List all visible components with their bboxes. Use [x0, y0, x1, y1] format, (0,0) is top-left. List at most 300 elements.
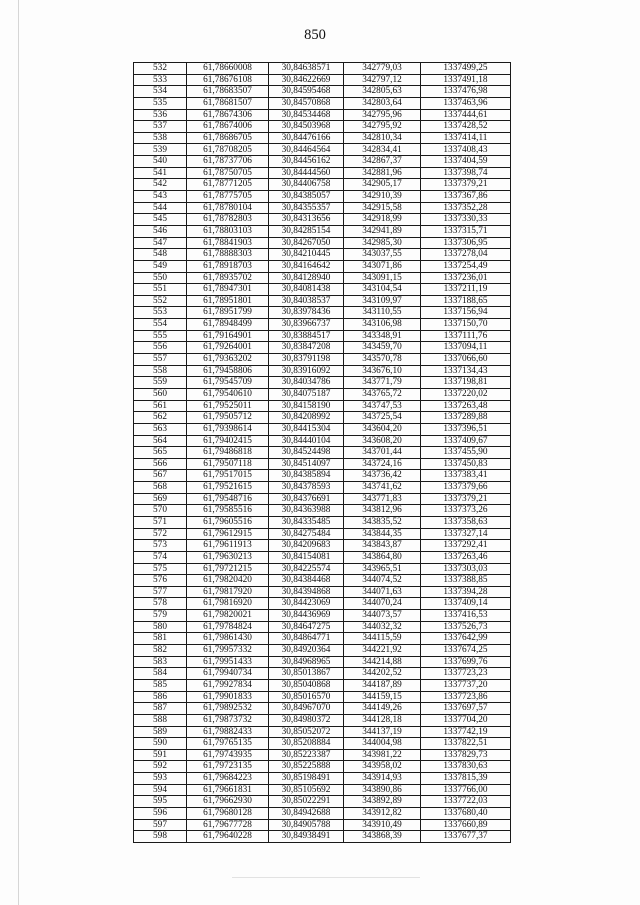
cell-y-coordinate: 1337450,83: [421, 458, 511, 470]
cell-point-number: 596: [134, 808, 187, 820]
cell-y-coordinate: 1337722,03: [421, 796, 511, 808]
cell-y-coordinate: 1337292,41: [421, 540, 511, 552]
table-row: [134, 435, 511, 447]
cell-x-coordinate: 343812,96: [344, 505, 421, 517]
cell-y-coordinate: 1337278,04: [421, 249, 511, 261]
cell-latitude: 61,79521615: [187, 482, 269, 494]
cell-y-coordinate: 1337236,01: [421, 272, 511, 284]
cell-x-coordinate: 343844,35: [344, 528, 421, 540]
cell-latitude: 61,79892532: [187, 703, 269, 715]
table-row: [134, 703, 511, 715]
cell-x-coordinate: 344073,57: [344, 610, 421, 622]
cell-point-number: 575: [134, 563, 187, 575]
cell-longitude: 30,84415304: [269, 423, 344, 435]
table-row: [134, 365, 511, 377]
cell-x-coordinate: 344214,88: [344, 656, 421, 668]
cell-y-coordinate: 1337396,51: [421, 423, 511, 435]
cell-x-coordinate: 343725,54: [344, 412, 421, 424]
cell-longitude: 30,84128940: [269, 272, 344, 284]
cell-x-coordinate: 343864,80: [344, 551, 421, 563]
cell-x-coordinate: 343958,02: [344, 761, 421, 773]
cell-point-number: 544: [134, 202, 187, 214]
cell-x-coordinate: 342918,99: [344, 214, 421, 226]
cell-point-number: 577: [134, 586, 187, 598]
cell-latitude: 61,79507118: [187, 458, 269, 470]
cell-point-number: 557: [134, 354, 187, 366]
cell-x-coordinate: 342795,96: [344, 109, 421, 121]
cell-point-number: 583: [134, 656, 187, 668]
cell-longitude: 30,84967070: [269, 703, 344, 715]
table-row: [134, 784, 511, 796]
cell-longitude: 30,84376691: [269, 493, 344, 505]
cell-longitude: 30,85052072: [269, 726, 344, 738]
cell-latitude: 61,78676108: [187, 74, 269, 86]
table-row: [134, 458, 511, 470]
cell-longitude: 30,84384468: [269, 575, 344, 587]
cell-point-number: 554: [134, 319, 187, 331]
table-row: [134, 726, 511, 738]
cell-latitude: 61,79820021: [187, 610, 269, 622]
cell-longitude: 30,84503968: [269, 121, 344, 133]
cell-longitude: 30,85198491: [269, 773, 344, 785]
cell-latitude: 61,79525011: [187, 400, 269, 412]
cell-latitude: 61,79548716: [187, 493, 269, 505]
cell-point-number: 558: [134, 365, 187, 377]
cell-y-coordinate: 1337134,43: [421, 365, 511, 377]
cell-y-coordinate: 1337289,88: [421, 412, 511, 424]
cell-y-coordinate: 1337444,61: [421, 109, 511, 121]
cell-point-number: 534: [134, 86, 187, 98]
cell-y-coordinate: 1337394,28: [421, 586, 511, 598]
cell-x-coordinate: 343868,39: [344, 831, 421, 843]
cell-latitude: 61,78782803: [187, 214, 269, 226]
table-row: [134, 354, 511, 366]
cell-x-coordinate: 343091,15: [344, 272, 421, 284]
cell-longitude: 30,84534468: [269, 109, 344, 121]
table-row: [134, 551, 511, 563]
cell-x-coordinate: 344137,19: [344, 726, 421, 738]
cell-latitude: 61,79611913: [187, 540, 269, 552]
table-row: [134, 749, 511, 761]
table-row: [134, 167, 511, 179]
cell-latitude: 61,78708205: [187, 144, 269, 156]
cell-y-coordinate: 1337815,39: [421, 773, 511, 785]
cell-x-coordinate: 343765,72: [344, 388, 421, 400]
cell-y-coordinate: 1337150,70: [421, 319, 511, 331]
cell-y-coordinate: 1337211,19: [421, 284, 511, 296]
cell-latitude: 61,79517015: [187, 470, 269, 482]
cell-y-coordinate: 1337704,20: [421, 714, 511, 726]
cell-latitude: 61,79605516: [187, 516, 269, 528]
cell-x-coordinate: 342915,58: [344, 202, 421, 214]
cell-longitude: 30,84464564: [269, 144, 344, 156]
cell-latitude: 61,78947301: [187, 284, 269, 296]
table-row: [134, 493, 511, 505]
cell-longitude: 30,84034786: [269, 377, 344, 389]
cell-y-coordinate: 1337358,63: [421, 516, 511, 528]
cell-x-coordinate: 342910,39: [344, 191, 421, 203]
cell-y-coordinate: 1337066,60: [421, 354, 511, 366]
cell-latitude: 61,78674306: [187, 109, 269, 121]
cell-y-coordinate: 1337766,00: [421, 784, 511, 796]
cell-point-number: 540: [134, 156, 187, 168]
cell-latitude: 61,79723135: [187, 761, 269, 773]
cell-longitude: 30,84313656: [269, 214, 344, 226]
cell-longitude: 30,83978436: [269, 307, 344, 319]
table-row: [134, 482, 511, 494]
cell-y-coordinate: 1337327,14: [421, 528, 511, 540]
cell-x-coordinate: 344128,18: [344, 714, 421, 726]
cell-longitude: 30,84363988: [269, 505, 344, 517]
cell-x-coordinate: 343110,55: [344, 307, 421, 319]
cell-latitude: 61,79677728: [187, 819, 269, 831]
cell-point-number: 586: [134, 691, 187, 703]
cell-latitude: 61,79927834: [187, 679, 269, 691]
cell-y-coordinate: 1337737,20: [421, 679, 511, 691]
cell-x-coordinate: 343570,78: [344, 354, 421, 366]
cell-x-coordinate: 343771,79: [344, 377, 421, 389]
cell-point-number: 535: [134, 97, 187, 109]
cell-y-coordinate: 1337352,28: [421, 202, 511, 214]
cell-longitude: 30,84524498: [269, 447, 344, 459]
cell-x-coordinate: 343459,70: [344, 342, 421, 354]
table-row: [134, 621, 511, 633]
cell-x-coordinate: 342881,96: [344, 167, 421, 179]
cell-longitude: 30,84164642: [269, 260, 344, 272]
cell-y-coordinate: 1337367,86: [421, 191, 511, 203]
table-row: [134, 633, 511, 645]
cell-point-number: 563: [134, 423, 187, 435]
cell-longitude: 30,84570868: [269, 97, 344, 109]
table-row: [134, 656, 511, 668]
cell-latitude: 61,79817920: [187, 586, 269, 598]
table-row: [134, 598, 511, 610]
cell-x-coordinate: 343747,53: [344, 400, 421, 412]
cell-y-coordinate: 1337188,65: [421, 295, 511, 307]
table-row: [134, 342, 511, 354]
cell-latitude: 61,79363202: [187, 354, 269, 366]
cell-longitude: 30,85208884: [269, 738, 344, 750]
cell-x-coordinate: 343109,97: [344, 295, 421, 307]
cell-longitude: 30,84406758: [269, 179, 344, 191]
cell-latitude: 61,79940734: [187, 668, 269, 680]
cell-longitude: 30,84081438: [269, 284, 344, 296]
cell-point-number: 547: [134, 237, 187, 249]
cell-x-coordinate: 343701,44: [344, 447, 421, 459]
cell-longitude: 30,84476166: [269, 132, 344, 144]
cell-point-number: 548: [134, 249, 187, 261]
cell-x-coordinate: 342805,63: [344, 86, 421, 98]
cell-longitude: 30,84622669: [269, 74, 344, 86]
table-row: [134, 144, 511, 156]
cell-longitude: 30,85223387: [269, 749, 344, 761]
cell-x-coordinate: 344202,52: [344, 668, 421, 680]
cell-longitude: 30,84154081: [269, 551, 344, 563]
table-row: [134, 249, 511, 261]
cell-longitude: 30,85016570: [269, 691, 344, 703]
cell-latitude: 61,79784824: [187, 621, 269, 633]
table-row: [134, 808, 511, 820]
cell-point-number: 579: [134, 610, 187, 622]
table-row: [134, 225, 511, 237]
cell-point-number: 574: [134, 551, 187, 563]
table-row: [134, 575, 511, 587]
cell-x-coordinate: 342941,89: [344, 225, 421, 237]
cell-latitude: 61,79640228: [187, 831, 269, 843]
cell-point-number: 587: [134, 703, 187, 715]
cell-point-number: 597: [134, 819, 187, 831]
cell-y-coordinate: 1337680,40: [421, 808, 511, 820]
cell-longitude: 30,85040868: [269, 679, 344, 691]
cell-latitude: 61,78803103: [187, 225, 269, 237]
cell-x-coordinate: 343914,93: [344, 773, 421, 785]
cell-longitude: 30,84394868: [269, 586, 344, 598]
cell-longitude: 30,84225574: [269, 563, 344, 575]
cell-longitude: 30,84595468: [269, 86, 344, 98]
cell-latitude: 61,79816920: [187, 598, 269, 610]
cell-longitude: 30,84335485: [269, 516, 344, 528]
cell-point-number: 541: [134, 167, 187, 179]
cell-longitude: 30,85013867: [269, 668, 344, 680]
cell-x-coordinate: 343890,86: [344, 784, 421, 796]
cell-longitude: 30,83966737: [269, 319, 344, 331]
cell-latitude: 61,78750705: [187, 167, 269, 179]
cell-latitude: 61,78951799: [187, 307, 269, 319]
table-row: [134, 109, 511, 121]
cell-y-coordinate: 1337829,73: [421, 749, 511, 761]
table-row: [134, 330, 511, 342]
cell-latitude: 61,79486818: [187, 447, 269, 459]
cell-y-coordinate: 1337379,66: [421, 482, 511, 494]
cell-longitude: 30,83847208: [269, 342, 344, 354]
table-row: [134, 505, 511, 517]
scan-bottom-line: [232, 877, 420, 878]
cell-point-number: 589: [134, 726, 187, 738]
cell-point-number: 565: [134, 447, 187, 459]
cell-x-coordinate: 342985,30: [344, 237, 421, 249]
cell-point-number: 567: [134, 470, 187, 482]
table-row: [134, 540, 511, 552]
cell-point-number: 585: [134, 679, 187, 691]
table-row: [134, 272, 511, 284]
cell-point-number: 539: [134, 144, 187, 156]
cell-point-number: 555: [134, 330, 187, 342]
cell-point-number: 560: [134, 388, 187, 400]
cell-point-number: 582: [134, 645, 187, 657]
cell-longitude: 30,84942688: [269, 808, 344, 820]
cell-latitude: 61,78935702: [187, 272, 269, 284]
cell-latitude: 61,79612915: [187, 528, 269, 540]
cell-x-coordinate: 343910,49: [344, 819, 421, 831]
cell-point-number: 564: [134, 435, 187, 447]
cell-y-coordinate: 1337677,37: [421, 831, 511, 843]
cell-latitude: 61,79505712: [187, 412, 269, 424]
cell-y-coordinate: 1337254,49: [421, 260, 511, 272]
cell-latitude: 61,79402415: [187, 435, 269, 447]
cell-longitude: 30,84158190: [269, 400, 344, 412]
cell-y-coordinate: 1337409,67: [421, 435, 511, 447]
cell-x-coordinate: 343608,20: [344, 435, 421, 447]
cell-y-coordinate: 1337330,33: [421, 214, 511, 226]
cell-point-number: 598: [134, 831, 187, 843]
cell-longitude: 30,85225888: [269, 761, 344, 773]
cell-point-number: 593: [134, 773, 187, 785]
cell-point-number: 542: [134, 179, 187, 191]
cell-latitude: 61,79585516: [187, 505, 269, 517]
cell-y-coordinate: 1337315,71: [421, 225, 511, 237]
cell-longitude: 30,84209683: [269, 540, 344, 552]
cell-latitude: 61,78686705: [187, 132, 269, 144]
cell-latitude: 61,79684223: [187, 773, 269, 785]
table-row: [134, 63, 511, 75]
cell-x-coordinate: 342867,37: [344, 156, 421, 168]
cell-point-number: 533: [134, 74, 187, 86]
table-row: [134, 86, 511, 98]
table-row: [134, 97, 511, 109]
cell-y-coordinate: 1337094,11: [421, 342, 511, 354]
cell-longitude: 30,84208992: [269, 412, 344, 424]
cell-point-number: 537: [134, 121, 187, 133]
cell-latitude: 61,78681507: [187, 97, 269, 109]
cell-y-coordinate: 1337822,51: [421, 738, 511, 750]
cell-y-coordinate: 1337463,96: [421, 97, 511, 109]
table-row: [134, 237, 511, 249]
cell-latitude: 61,78660008: [187, 63, 269, 75]
cell-point-number: 590: [134, 738, 187, 750]
cell-latitude: 61,78683507: [187, 86, 269, 98]
cell-y-coordinate: 1337416,53: [421, 610, 511, 622]
cell-latitude: 61,79951433: [187, 656, 269, 668]
cell-latitude: 61,79743935: [187, 749, 269, 761]
cell-latitude: 61,79901833: [187, 691, 269, 703]
cell-x-coordinate: 342795,92: [344, 121, 421, 133]
cell-latitude: 61,78951801: [187, 295, 269, 307]
table-row: [134, 377, 511, 389]
cell-x-coordinate: 342834,41: [344, 144, 421, 156]
cell-longitude: 30,84647275: [269, 621, 344, 633]
cell-latitude: 61,79765135: [187, 738, 269, 750]
cell-longitude: 30,85105692: [269, 784, 344, 796]
cell-point-number: 553: [134, 307, 187, 319]
cell-longitude: 30,83916092: [269, 365, 344, 377]
cell-latitude: 61,78918703: [187, 260, 269, 272]
cell-longitude: 30,84423069: [269, 598, 344, 610]
cell-point-number: 552: [134, 295, 187, 307]
table-row: [134, 528, 511, 540]
cell-x-coordinate: 344221,92: [344, 645, 421, 657]
cell-y-coordinate: 1337476,98: [421, 86, 511, 98]
cell-longitude: 30,84075187: [269, 388, 344, 400]
cell-x-coordinate: 343676,10: [344, 365, 421, 377]
cell-point-number: 578: [134, 598, 187, 610]
table-row: [134, 156, 511, 168]
cell-y-coordinate: 1337697,57: [421, 703, 511, 715]
cell-y-coordinate: 1337408,43: [421, 144, 511, 156]
table-row: [134, 470, 511, 482]
table-row: [134, 516, 511, 528]
cell-y-coordinate: 1337414,11: [421, 132, 511, 144]
cell-longitude: 30,83791198: [269, 354, 344, 366]
cell-y-coordinate: 1337379,21: [421, 179, 511, 191]
cell-latitude: 61,79957332: [187, 645, 269, 657]
cell-point-number: 591: [134, 749, 187, 761]
cell-x-coordinate: 344074,52: [344, 575, 421, 587]
cell-latitude: 61,79680128: [187, 808, 269, 820]
cell-y-coordinate: 1337220,02: [421, 388, 511, 400]
cell-latitude: 61,79661831: [187, 784, 269, 796]
cell-latitude: 61,79264001: [187, 342, 269, 354]
cell-x-coordinate: 343912,82: [344, 808, 421, 820]
cell-longitude: 30,84385057: [269, 191, 344, 203]
table-row: [134, 796, 511, 808]
cell-longitude: 30,84968965: [269, 656, 344, 668]
cell-longitude: 30,84638571: [269, 63, 344, 75]
cell-longitude: 30,84355357: [269, 202, 344, 214]
cell-x-coordinate: 343724,16: [344, 458, 421, 470]
cell-y-coordinate: 1337491,18: [421, 74, 511, 86]
table-row: [134, 738, 511, 750]
cell-point-number: 571: [134, 516, 187, 528]
cell-point-number: 592: [134, 761, 187, 773]
cell-x-coordinate: 344149,26: [344, 703, 421, 715]
cell-y-coordinate: 1337398,74: [421, 167, 511, 179]
cell-point-number: 573: [134, 540, 187, 552]
cell-point-number: 556: [134, 342, 187, 354]
cell-x-coordinate: 343104,54: [344, 284, 421, 296]
cell-y-coordinate: 1337409,14: [421, 598, 511, 610]
table-row: [134, 388, 511, 400]
scan-edge-line: [18, 0, 19, 905]
cell-latitude: 61,79721215: [187, 563, 269, 575]
cell-latitude: 61,79882433: [187, 726, 269, 738]
cell-y-coordinate: 1337499,25: [421, 63, 511, 75]
cell-x-coordinate: 344187,89: [344, 679, 421, 691]
cell-y-coordinate: 1337404,59: [421, 156, 511, 168]
cell-y-coordinate: 1337455,90: [421, 447, 511, 459]
cell-y-coordinate: 1337660,89: [421, 819, 511, 831]
page-number: 850: [304, 27, 326, 43]
cell-longitude: 30,84905788: [269, 819, 344, 831]
cell-longitude: 30,84938491: [269, 831, 344, 843]
table-row: [134, 400, 511, 412]
cell-y-coordinate: 1337373,26: [421, 505, 511, 517]
cell-x-coordinate: 343348,91: [344, 330, 421, 342]
cell-point-number: 549: [134, 260, 187, 272]
cell-latitude: 61,79873732: [187, 714, 269, 726]
cell-point-number: 551: [134, 284, 187, 296]
table-row: [134, 761, 511, 773]
cell-x-coordinate: 343843,87: [344, 540, 421, 552]
cell-longitude: 30,84980372: [269, 714, 344, 726]
cell-longitude: 30,84514097: [269, 458, 344, 470]
table-row: [134, 319, 511, 331]
cell-point-number: 580: [134, 621, 187, 633]
cell-longitude: 30,84275484: [269, 528, 344, 540]
cell-point-number: 543: [134, 191, 187, 203]
cell-x-coordinate: 344032,32: [344, 621, 421, 633]
cell-longitude: 30,84456162: [269, 156, 344, 168]
cell-point-number: 588: [134, 714, 187, 726]
cell-longitude: 30,85022291: [269, 796, 344, 808]
cell-longitude: 30,84285154: [269, 225, 344, 237]
cell-latitude: 61,78841903: [187, 237, 269, 249]
cell-x-coordinate: 344071,63: [344, 586, 421, 598]
cell-longitude: 30,84920364: [269, 645, 344, 657]
cell-x-coordinate: 343981,22: [344, 749, 421, 761]
cell-y-coordinate: 1337303,03: [421, 563, 511, 575]
coordinates-table-body: [134, 63, 511, 843]
cell-longitude: 30,84444560: [269, 167, 344, 179]
